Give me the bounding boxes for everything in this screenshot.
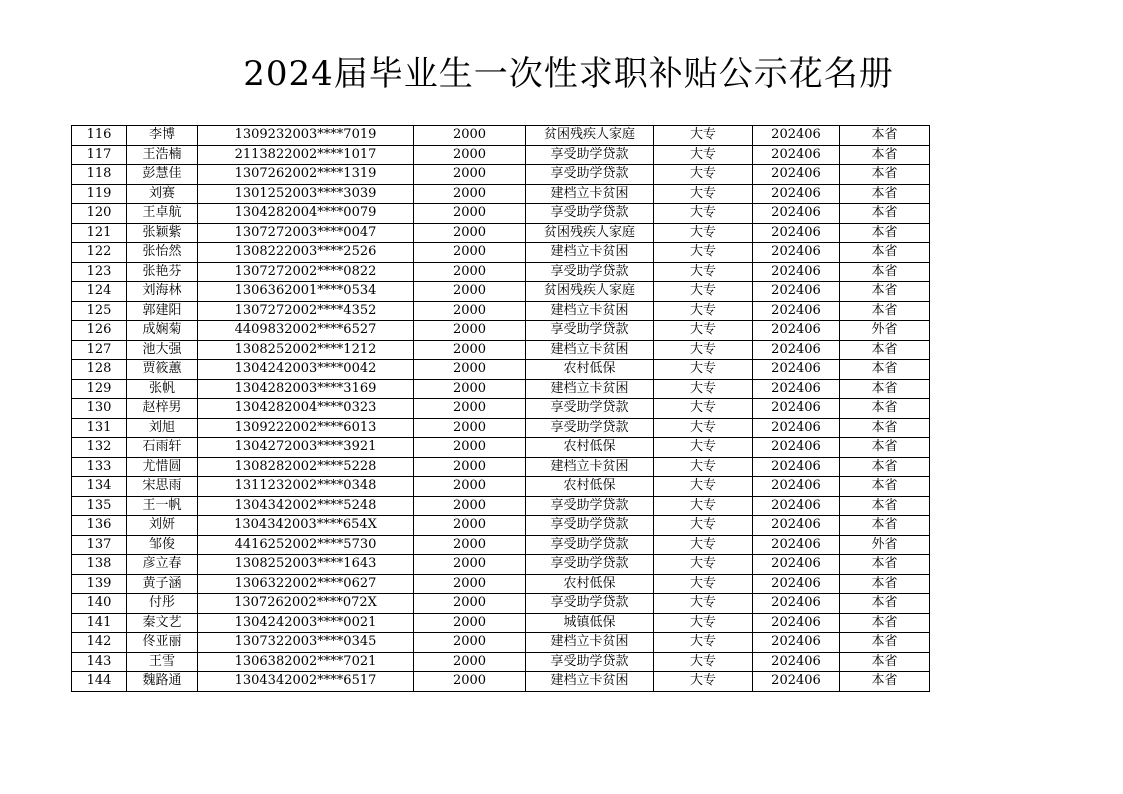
education-cell: 大专 — [654, 360, 753, 380]
table-row — [72, 633, 930, 653]
table-row — [72, 516, 930, 536]
origin-cell: 本省 — [840, 223, 930, 243]
hardship-type-cell: 享受助学贷款 — [526, 652, 654, 672]
name-cell: 王一帆 — [127, 496, 198, 516]
row-number-cell: 143 — [72, 652, 127, 672]
graduation-date-cell: 202406 — [753, 496, 840, 516]
amount-cell: 2000 — [414, 340, 526, 360]
origin-cell: 本省 — [840, 301, 930, 321]
name-cell: 邹俊 — [127, 535, 198, 555]
education-cell: 大专 — [654, 243, 753, 263]
origin-cell: 本省 — [840, 496, 930, 516]
table-row — [72, 165, 930, 185]
roster-table — [71, 125, 930, 692]
name-cell: 石雨轩 — [127, 438, 198, 458]
origin-cell: 本省 — [840, 262, 930, 282]
hardship-type-cell: 享受助学贷款 — [526, 496, 654, 516]
amount-cell: 2000 — [414, 516, 526, 536]
origin-cell: 本省 — [840, 204, 930, 224]
origin-cell: 本省 — [840, 399, 930, 419]
id-number-cell: 1307322003****0345 — [198, 633, 414, 653]
id-number-cell: 1308252002****1212 — [198, 340, 414, 360]
amount-cell: 2000 — [414, 477, 526, 497]
origin-cell: 外省 — [840, 321, 930, 341]
row-number-cell: 119 — [72, 184, 127, 204]
origin-cell: 本省 — [840, 516, 930, 536]
table-row — [72, 672, 930, 692]
education-cell: 大专 — [654, 555, 753, 575]
amount-cell: 2000 — [414, 282, 526, 302]
hardship-type-cell: 建档立卡贫困 — [526, 379, 654, 399]
amount-cell: 2000 — [414, 418, 526, 438]
id-number-cell: 1304282003****3169 — [198, 379, 414, 399]
graduation-date-cell: 202406 — [753, 633, 840, 653]
name-cell: 秦文艺 — [127, 613, 198, 633]
row-number-cell: 129 — [72, 379, 127, 399]
origin-cell: 本省 — [840, 126, 930, 146]
name-cell: 张帆 — [127, 379, 198, 399]
amount-cell: 2000 — [414, 457, 526, 477]
graduation-date-cell: 202406 — [753, 301, 840, 321]
hardship-type-cell: 享受助学贷款 — [526, 145, 654, 165]
origin-cell: 本省 — [840, 379, 930, 399]
name-cell: 刘海林 — [127, 282, 198, 302]
table-row — [72, 477, 930, 497]
origin-cell: 本省 — [840, 340, 930, 360]
education-cell: 大专 — [654, 126, 753, 146]
name-cell: 黄子涵 — [127, 574, 198, 594]
table-row — [72, 243, 930, 263]
graduation-date-cell: 202406 — [753, 184, 840, 204]
graduation-date-cell: 202406 — [753, 165, 840, 185]
name-cell: 刘旭 — [127, 418, 198, 438]
table-row — [72, 555, 930, 575]
id-number-cell: 1307262002****1319 — [198, 165, 414, 185]
amount-cell: 2000 — [414, 652, 526, 672]
origin-cell: 本省 — [840, 555, 930, 575]
table-row — [72, 223, 930, 243]
hardship-type-cell: 农村低保 — [526, 360, 654, 380]
table-row — [72, 496, 930, 516]
graduation-date-cell: 202406 — [753, 243, 840, 263]
id-number-cell: 4416252002****5730 — [198, 535, 414, 555]
amount-cell: 2000 — [414, 204, 526, 224]
graduation-date-cell: 202406 — [753, 613, 840, 633]
id-number-cell: 1309222002****6013 — [198, 418, 414, 438]
graduation-date-cell: 202406 — [753, 145, 840, 165]
hardship-type-cell: 享受助学贷款 — [526, 418, 654, 438]
id-number-cell: 1311232002****0348 — [198, 477, 414, 497]
amount-cell: 2000 — [414, 184, 526, 204]
row-number-cell: 127 — [72, 340, 127, 360]
origin-cell: 本省 — [840, 282, 930, 302]
table-row — [72, 574, 930, 594]
graduation-date-cell: 202406 — [753, 204, 840, 224]
row-number-cell: 142 — [72, 633, 127, 653]
hardship-type-cell: 建档立卡贫困 — [526, 633, 654, 653]
row-number-cell: 128 — [72, 360, 127, 380]
name-cell: 宋思雨 — [127, 477, 198, 497]
id-number-cell: 2113822002****1017 — [198, 145, 414, 165]
name-cell: 刘赛 — [127, 184, 198, 204]
education-cell: 大专 — [654, 204, 753, 224]
amount-cell: 2000 — [414, 594, 526, 614]
row-number-cell: 126 — [72, 321, 127, 341]
name-cell: 赵梓男 — [127, 399, 198, 419]
hardship-type-cell: 享受助学贷款 — [526, 535, 654, 555]
table-row — [72, 145, 930, 165]
education-cell: 大专 — [654, 438, 753, 458]
id-number-cell: 1304342002****6517 — [198, 672, 414, 692]
name-cell: 成娴菊 — [127, 321, 198, 341]
id-number-cell: 1304282004****0323 — [198, 399, 414, 419]
hardship-type-cell: 享受助学贷款 — [526, 594, 654, 614]
graduation-date-cell: 202406 — [753, 360, 840, 380]
name-cell: 尤惜圆 — [127, 457, 198, 477]
origin-cell: 本省 — [840, 360, 930, 380]
amount-cell: 2000 — [414, 379, 526, 399]
graduation-date-cell: 202406 — [753, 340, 840, 360]
graduation-date-cell: 202406 — [753, 262, 840, 282]
id-number-cell: 1304342002****5248 — [198, 496, 414, 516]
origin-cell: 本省 — [840, 418, 930, 438]
id-number-cell: 1307272002****0822 — [198, 262, 414, 282]
name-cell: 付彤 — [127, 594, 198, 614]
education-cell: 大专 — [654, 379, 753, 399]
amount-cell: 2000 — [414, 243, 526, 263]
row-number-cell: 136 — [72, 516, 127, 536]
id-number-cell: 1306362001****0534 — [198, 282, 414, 302]
graduation-date-cell: 202406 — [753, 379, 840, 399]
graduation-date-cell: 202406 — [753, 574, 840, 594]
education-cell: 大专 — [654, 496, 753, 516]
graduation-date-cell: 202406 — [753, 438, 840, 458]
education-cell: 大专 — [654, 223, 753, 243]
education-cell: 大专 — [654, 594, 753, 614]
graduation-date-cell: 202406 — [753, 477, 840, 497]
row-number-cell: 131 — [72, 418, 127, 438]
name-cell: 王雪 — [127, 652, 198, 672]
graduation-date-cell: 202406 — [753, 516, 840, 536]
amount-cell: 2000 — [414, 438, 526, 458]
amount-cell: 2000 — [414, 633, 526, 653]
education-cell: 大专 — [654, 457, 753, 477]
hardship-type-cell: 享受助学贷款 — [526, 555, 654, 575]
education-cell: 大专 — [654, 477, 753, 497]
hardship-type-cell: 享受助学贷款 — [526, 516, 654, 536]
id-number-cell: 1304282004****0079 — [198, 204, 414, 224]
name-cell: 张颖紫 — [127, 223, 198, 243]
hardship-type-cell: 农村低保 — [526, 477, 654, 497]
row-number-cell: 125 — [72, 301, 127, 321]
amount-cell: 2000 — [414, 223, 526, 243]
table-row — [72, 399, 930, 419]
roster-body — [72, 126, 930, 692]
name-cell: 池大强 — [127, 340, 198, 360]
amount-cell: 2000 — [414, 145, 526, 165]
row-number-cell: 118 — [72, 165, 127, 185]
education-cell: 大专 — [654, 672, 753, 692]
id-number-cell: 1307262002****072X — [198, 594, 414, 614]
origin-cell: 本省 — [840, 243, 930, 263]
graduation-date-cell: 202406 — [753, 321, 840, 341]
origin-cell: 本省 — [840, 574, 930, 594]
row-number-cell: 144 — [72, 672, 127, 692]
amount-cell: 2000 — [414, 301, 526, 321]
education-cell: 大专 — [654, 633, 753, 653]
id-number-cell: 1306322002****0627 — [198, 574, 414, 594]
hardship-type-cell: 享受助学贷款 — [526, 165, 654, 185]
table-row — [72, 418, 930, 438]
origin-cell: 本省 — [840, 594, 930, 614]
amount-cell: 2000 — [414, 613, 526, 633]
table-row — [72, 262, 930, 282]
hardship-type-cell: 享受助学贷款 — [526, 399, 654, 419]
education-cell: 大专 — [654, 516, 753, 536]
education-cell: 大专 — [654, 321, 753, 341]
id-number-cell: 1308252003****1643 — [198, 555, 414, 575]
origin-cell: 本省 — [840, 184, 930, 204]
table-row — [72, 204, 930, 224]
row-number-cell: 122 — [72, 243, 127, 263]
row-number-cell: 116 — [72, 126, 127, 146]
hardship-type-cell: 农村低保 — [526, 574, 654, 594]
graduation-date-cell: 202406 — [753, 126, 840, 146]
row-number-cell: 137 — [72, 535, 127, 555]
id-number-cell: 1306382002****7021 — [198, 652, 414, 672]
education-cell: 大专 — [654, 613, 753, 633]
table-row — [72, 438, 930, 458]
education-cell: 大专 — [654, 418, 753, 438]
row-number-cell: 130 — [72, 399, 127, 419]
education-cell: 大专 — [654, 652, 753, 672]
amount-cell: 2000 — [414, 496, 526, 516]
graduation-date-cell: 202406 — [753, 457, 840, 477]
id-number-cell: 1308222003****2526 — [198, 243, 414, 263]
hardship-type-cell: 享受助学贷款 — [526, 204, 654, 224]
id-number-cell: 1308282002****5228 — [198, 457, 414, 477]
origin-cell: 本省 — [840, 613, 930, 633]
id-number-cell: 1304342003****654X — [198, 516, 414, 536]
row-number-cell: 133 — [72, 457, 127, 477]
education-cell: 大专 — [654, 535, 753, 555]
row-number-cell: 120 — [72, 204, 127, 224]
origin-cell: 外省 — [840, 535, 930, 555]
origin-cell: 本省 — [840, 145, 930, 165]
education-cell: 大专 — [654, 145, 753, 165]
id-number-cell: 1307272002****4352 — [198, 301, 414, 321]
id-number-cell: 1304242003****0021 — [198, 613, 414, 633]
amount-cell: 2000 — [414, 360, 526, 380]
hardship-type-cell: 建档立卡贫困 — [526, 672, 654, 692]
table-row — [72, 652, 930, 672]
education-cell: 大专 — [654, 165, 753, 185]
hardship-type-cell: 农村低保 — [526, 438, 654, 458]
table-row — [72, 613, 930, 633]
name-cell: 李博 — [127, 126, 198, 146]
origin-cell: 本省 — [840, 457, 930, 477]
graduation-date-cell: 202406 — [753, 594, 840, 614]
id-number-cell: 1307272003****0047 — [198, 223, 414, 243]
table-row — [72, 321, 930, 341]
hardship-type-cell: 建档立卡贫困 — [526, 457, 654, 477]
hardship-type-cell: 建档立卡贫困 — [526, 243, 654, 263]
amount-cell: 2000 — [414, 672, 526, 692]
amount-cell: 2000 — [414, 262, 526, 282]
row-number-cell: 121 — [72, 223, 127, 243]
table-row — [72, 535, 930, 555]
origin-cell: 本省 — [840, 652, 930, 672]
hardship-type-cell: 贫困残疾人家庭 — [526, 126, 654, 146]
origin-cell: 本省 — [840, 672, 930, 692]
graduation-date-cell: 202406 — [753, 282, 840, 302]
row-number-cell: 132 — [72, 438, 127, 458]
name-cell: 彭慧佳 — [127, 165, 198, 185]
amount-cell: 2000 — [414, 555, 526, 575]
education-cell: 大专 — [654, 301, 753, 321]
hardship-type-cell: 建档立卡贫困 — [526, 340, 654, 360]
origin-cell: 本省 — [840, 477, 930, 497]
row-number-cell: 134 — [72, 477, 127, 497]
id-number-cell: 1304272003****3921 — [198, 438, 414, 458]
education-cell: 大专 — [654, 340, 753, 360]
education-cell: 大专 — [654, 282, 753, 302]
amount-cell: 2000 — [414, 535, 526, 555]
row-number-cell: 139 — [72, 574, 127, 594]
hardship-type-cell: 贫困残疾人家庭 — [526, 223, 654, 243]
graduation-date-cell: 202406 — [753, 652, 840, 672]
hardship-type-cell: 城镇低保 — [526, 613, 654, 633]
graduation-date-cell: 202406 — [753, 418, 840, 438]
id-number-cell: 1309232003****7019 — [198, 126, 414, 146]
name-cell: 魏路通 — [127, 672, 198, 692]
table-row — [72, 184, 930, 204]
row-number-cell: 138 — [72, 555, 127, 575]
name-cell: 佟亚丽 — [127, 633, 198, 653]
table-row — [72, 594, 930, 614]
origin-cell: 本省 — [840, 438, 930, 458]
table-row — [72, 379, 930, 399]
origin-cell: 本省 — [840, 633, 930, 653]
graduation-date-cell: 202406 — [753, 399, 840, 419]
hardship-type-cell: 享受助学贷款 — [526, 321, 654, 341]
hardship-type-cell: 享受助学贷款 — [526, 262, 654, 282]
amount-cell: 2000 — [414, 165, 526, 185]
id-number-cell: 1304242003****0042 — [198, 360, 414, 380]
table-row — [72, 301, 930, 321]
graduation-date-cell: 202406 — [753, 672, 840, 692]
education-cell: 大专 — [654, 399, 753, 419]
name-cell: 王卓航 — [127, 204, 198, 224]
hardship-type-cell: 建档立卡贫困 — [526, 301, 654, 321]
page-title: 2024届毕业生一次性求职补贴公示花名册 — [243, 54, 894, 94]
hardship-type-cell: 贫困残疾人家庭 — [526, 282, 654, 302]
name-cell: 张怡然 — [127, 243, 198, 263]
table-row — [72, 360, 930, 380]
row-number-cell: 141 — [72, 613, 127, 633]
origin-cell: 本省 — [840, 165, 930, 185]
graduation-date-cell: 202406 — [753, 223, 840, 243]
row-number-cell: 123 — [72, 262, 127, 282]
name-cell: 王浩楠 — [127, 145, 198, 165]
row-number-cell: 135 — [72, 496, 127, 516]
graduation-date-cell: 202406 — [753, 555, 840, 575]
row-number-cell: 140 — [72, 594, 127, 614]
amount-cell: 2000 — [414, 321, 526, 341]
education-cell: 大专 — [654, 574, 753, 594]
name-cell: 贾筱蕙 — [127, 360, 198, 380]
id-number-cell: 1301252003****3039 — [198, 184, 414, 204]
name-cell: 郭建阳 — [127, 301, 198, 321]
table-row — [72, 126, 930, 146]
name-cell: 刘妍 — [127, 516, 198, 536]
amount-cell: 2000 — [414, 126, 526, 146]
table-row — [72, 340, 930, 360]
table-row — [72, 282, 930, 302]
amount-cell: 2000 — [414, 399, 526, 419]
row-number-cell: 124 — [72, 282, 127, 302]
amount-cell: 2000 — [414, 574, 526, 594]
id-number-cell: 4409832002****6527 — [198, 321, 414, 341]
name-cell: 张艳芬 — [127, 262, 198, 282]
table-row — [72, 457, 930, 477]
education-cell: 大专 — [654, 262, 753, 282]
name-cell: 彦立春 — [127, 555, 198, 575]
education-cell: 大专 — [654, 184, 753, 204]
row-number-cell: 117 — [72, 145, 127, 165]
graduation-date-cell: 202406 — [753, 535, 840, 555]
hardship-type-cell: 建档立卡贫困 — [526, 184, 654, 204]
